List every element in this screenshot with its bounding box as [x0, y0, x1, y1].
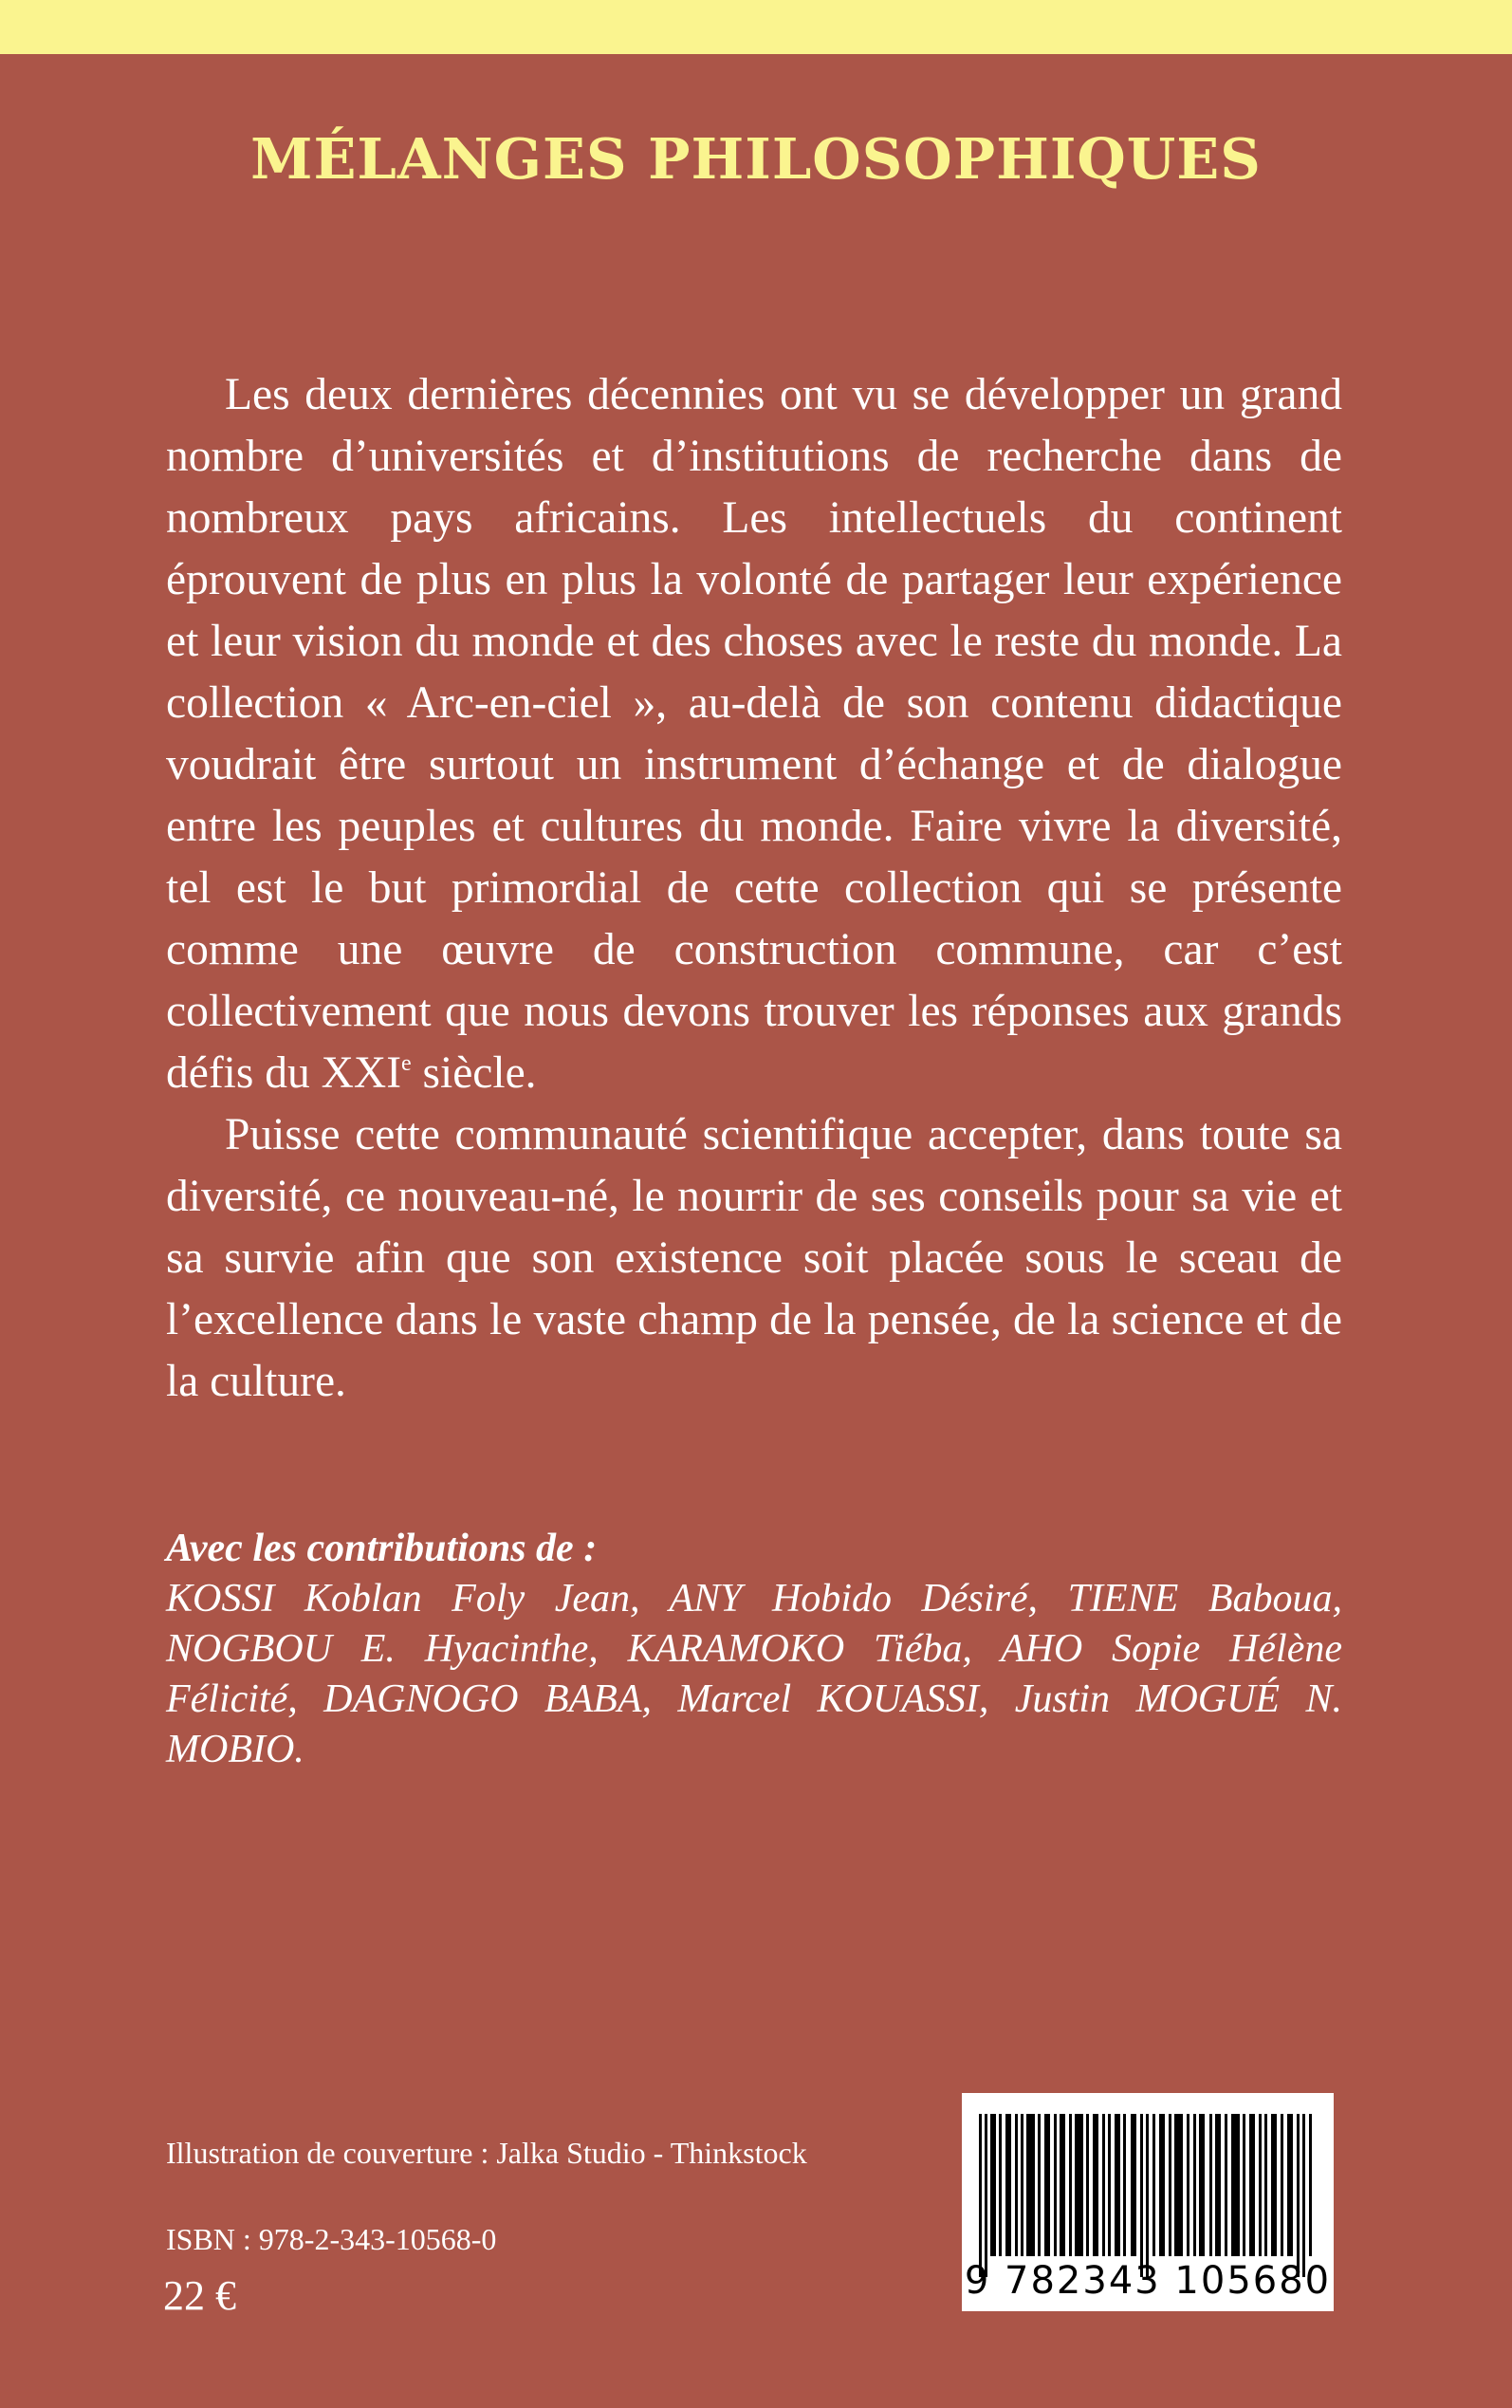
book-description — [166, 364, 1342, 1413]
century-superscript: e — [401, 1051, 412, 1076]
description-paragraph-1 — [166, 364, 1342, 1104]
top-yellow-band — [0, 0, 1512, 54]
paragraph-1-end: siècle. — [411, 1048, 537, 1098]
book-title: MÉLANGES PHILOSOPHIQUES — [250, 126, 1262, 192]
barcode-number: 9 782343 105680 — [964, 2259, 1332, 2303]
contributors-names: KOSSI Koblan Foly Jean, ANY Hobido Désiré, TIENE Baboua, NOGBOU E. Hyacinthe, KARAMOKO Tiéba, AHO Sopie Hélène Félicité, DAGNOGO BABA, Marcel KOUASSI, Justin MOGUÉ N. MOBIO. — [166, 1577, 1342, 1771]
cover-illustration-credit: Illustration de couverture : Jalka Studio - Thinkstock — [166, 2136, 807, 2170]
isbn-label: ISBN : 978-2-343-10568-0 — [166, 2222, 497, 2256]
paragraph-1-text: Les deux dernières décennies ont vu se développer un grand nombre d’universités et d’institutions de recherche dans de nombreux pays africains. Les intellectuels du continent éprouvent de plus en plus la volonté de partager leur expérience et leur vision du monde et des choses avec le reste du monde. La collection « Arc-en-ciel », au-delà de son contenu didactique voudrait être surtout un instrument d’échange et de dialogue entre les peuples et cultures du monde. Faire vivre la diversité, tel est le but primordial de cette collection qui se présente comme une œuvre de construction commune, car c’est collectivement que nous devons trouver les réponses aux grands défis du XXI — [166, 370, 1342, 1098]
contributors-block — [166, 1524, 1342, 1775]
contributors-heading: Avec les contributions de : — [166, 1527, 598, 1570]
barcode — [962, 2093, 1334, 2311]
price-label: 22 € — [163, 2272, 236, 2319]
description-paragraph-2: Puisse cette communauté scientifique accepter, dans toute sa diversité, ce nouveau-né, le nourrir de ses conseils pour sa vie et sa survie afin que son existence soit placée sous le sceau de l’excellence dans le vaste champ de la pensée, de la science et de la culture. — [166, 1110, 1342, 1406]
